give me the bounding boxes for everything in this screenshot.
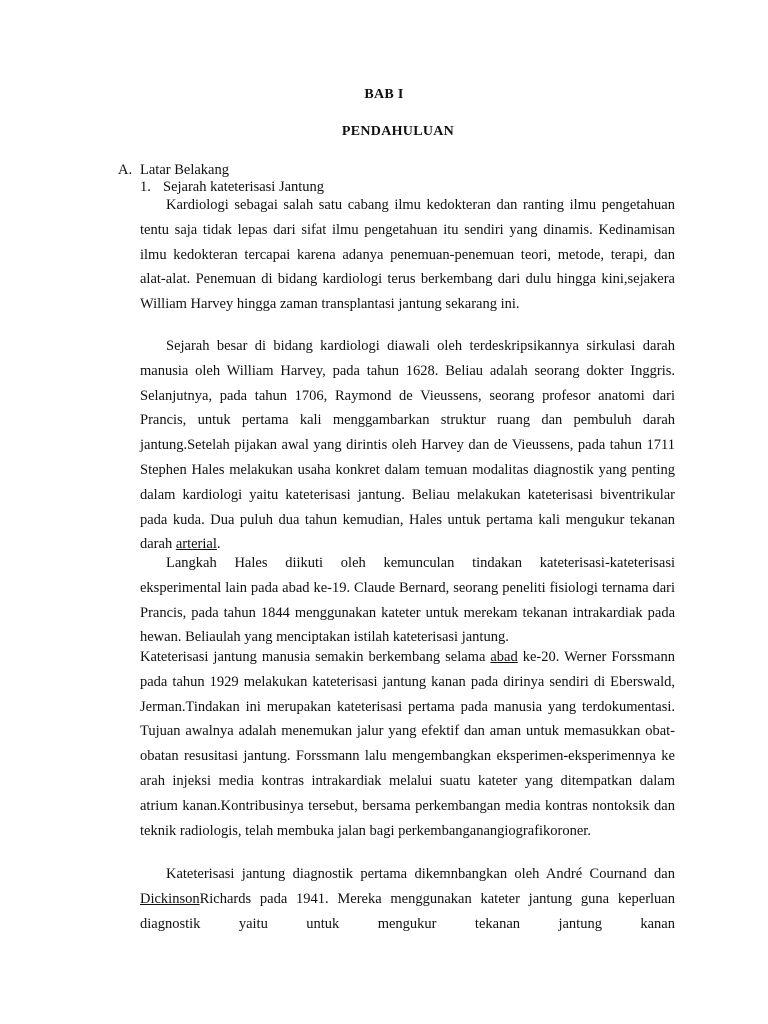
paragraph-5-rest: Richards pada 1941. Mereka menggunakan kateter jantung guna keperluan diagnostik yaitu untuk mengukur tekanan jantung kanan	[140, 890, 675, 932]
paragraph-3: Langkah Hales diikuti oleh kemunculan tindakan kateterisasi-kateterisasi eksperimental lain pada abad ke-19. Claude Bernard, seorang peneliti fisiologi ternama dari Prancis, pada tahun 1844 menggunakan kateter untuk merekam tekanan intrakardiak pada hewan. Beliaulah yang menciptakan istilah kateterisasi jantung.	[140, 555, 675, 646]
paragraph-5-text: Kateterisasi jantung diagnostik pertama dikemnbangkan oleh André Cournand dan	[166, 866, 675, 882]
chapter-heading: BAB I	[364, 87, 404, 102]
section-title: Latar Belakang	[140, 162, 229, 178]
link-arterial[interactable]: arterial	[175, 536, 217, 553]
paragraph-4-text: Kateterisasi jantung manusia semakin berkembang selama	[140, 649, 491, 665]
paragraph-2-end: .	[216, 536, 221, 553]
paragraph-5	[140, 862, 675, 936]
paragraph-4	[140, 645, 675, 843]
paragraph-2-text: Sejarah besar di bidang kardiologi diawali oleh terdeskripsikannya sirkulasi darah manusia oleh William Harvey, pada tahun 1628. Beliau adalah seorang dokter Inggris. Selanjutnya, pada tahun 1706, Raymond de Vieussens, seorang profesor anatomi dari Prancis, untuk pertama kali menggambarkan struktur ruang dan pembuluh darah jantung.Setelah pijakan awal yang dirintis oleh Harvey dan de Vieussens, pada tahun 1711 Stephen Hales melakukan usaha konkret dalam temuan modalitas diagnostik yang penting dalam kardiologi yaitu kateterisasi jantung. Beliau melakukan kateterisasi biventrikular pada kuda. Dua puluh dua tahun kemudian, Hales untuk pertama kali mengukur tekanan darah	[140, 338, 675, 553]
link-dickinson[interactable]: Dickinson	[140, 890, 200, 907]
paragraph-2	[140, 334, 675, 557]
section-marker: A.	[118, 162, 133, 178]
subsection-title: Sejarah kateterisasi Jantung	[163, 179, 325, 195]
subsection-marker: 1.	[140, 179, 151, 195]
chapter-title: PENDAHULUAN	[341, 124, 455, 139]
paragraph-1: Kardiologi sebagai salah satu cabang ilmu kedokteran dan ranting ilmu pengetahuan tentu saja tidak lepas dari sifat ilmu pengetahuan itu sendiri yang dinamis. Kedinamisan ilmu kedokteran tercapai karena adanya penemuan-penemuan teori, metode, terapi, dan alat-alat. Penemuan di bidang kardiologi terus berkembang dari dulu hingga kini,sejakera William Harvey hingga zaman transplantasi jantung sekarang ini.	[140, 197, 675, 313]
link-abad[interactable]: abad	[490, 649, 518, 665]
paragraph-4-rest: ke-20. Werner Forssmann pada tahun 1929 melakukan kateterisasi jantung kanan pada dirinya sendiri di Eberswald, Jerman.Tindakan ini merupakan kateterisasi pertama pada manusia yang terdokumentasi. Tujuan awalnya adalah menemukan jalur yang efektif dan aman untuk memasukkan obat-obatan resusitasi jantung. Forssmann lalu mengembangkan eksperimen-eksperimennya ke arah injeksi media kontras intrakardiak melalui suatu kateter yang ditempatkan dalam atrium kanan.Kontribusinya tersebut, bersama perkembangan media kontras nontoksik dan teknik radiologis, telah membuka jalan bagi perkembanganangiografikoroner.	[140, 649, 675, 839]
